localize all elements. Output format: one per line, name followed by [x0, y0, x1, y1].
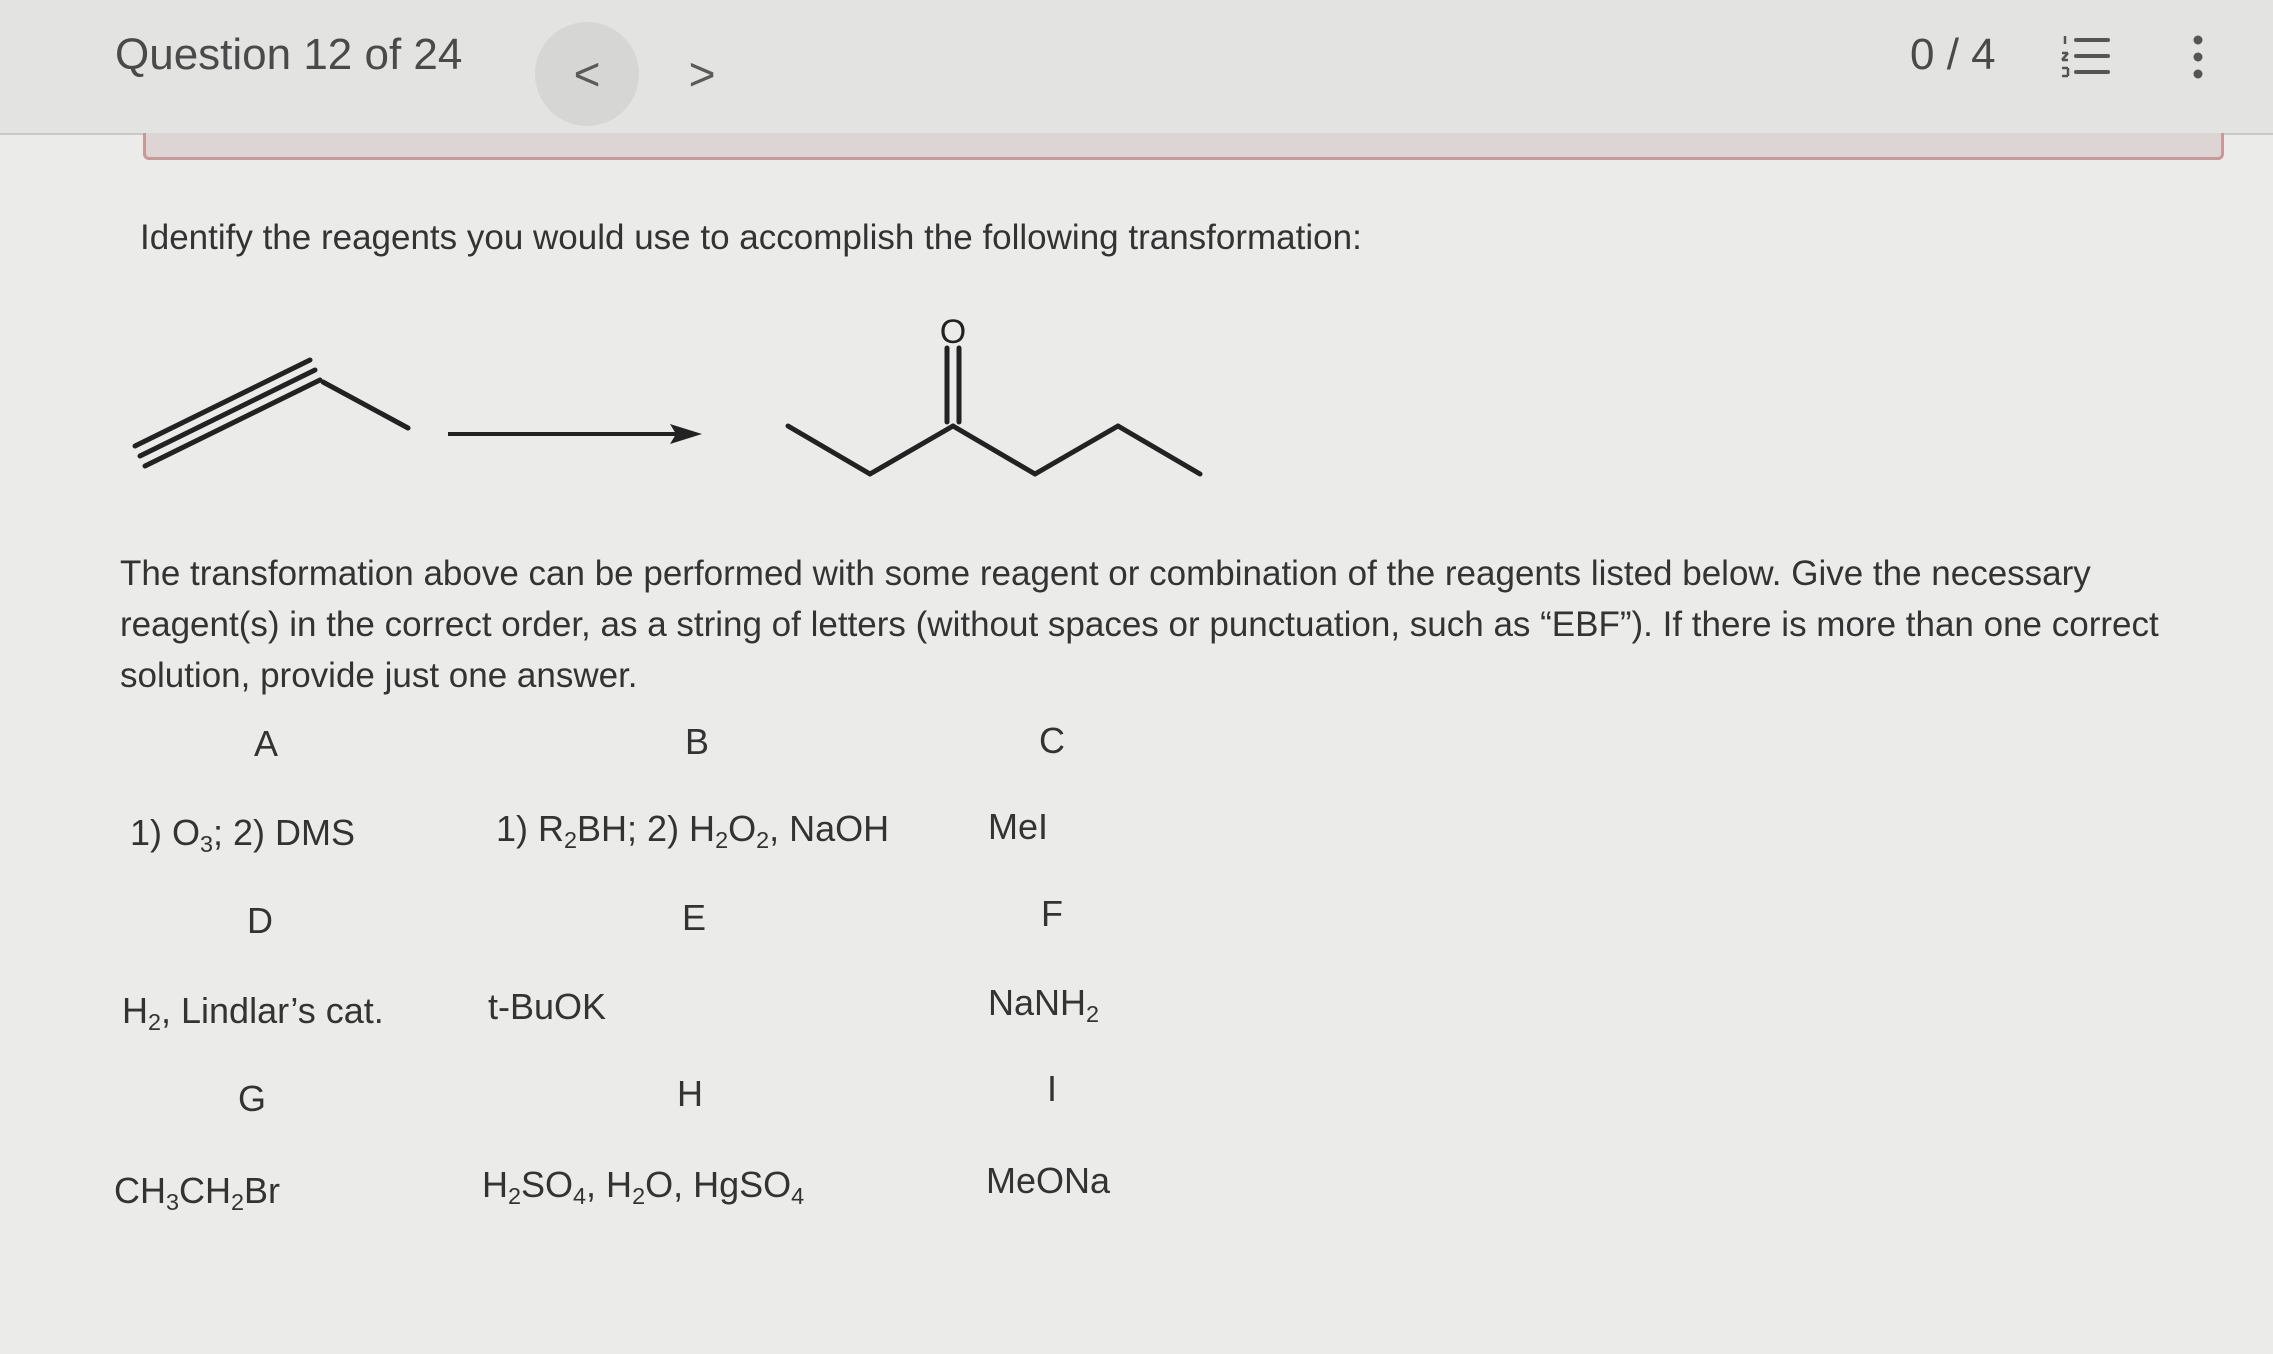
score-display: 0 / 4: [1910, 30, 1996, 79]
option-reagent-a: 1) $O_3$; 2) DMS: [130, 812, 356, 858]
more-vertical-icon[interactable]: [2178, 32, 2218, 82]
question-prompt: Identify the reagents you would use to accomplish the following transformation:: [140, 218, 1362, 257]
option-reagent-i: MeONa: [986, 1160, 1111, 1201]
reaction-scheme: [130, 300, 1230, 500]
oxygen-label: O: [939, 313, 967, 351]
reactant-alkyne: [135, 360, 408, 466]
option-letter-d: D: [247, 900, 273, 941]
option-reagent-c: MeI: [988, 806, 1049, 847]
option-reagent-e: t-BuOK: [488, 986, 607, 1027]
option-letter-h: H: [677, 1073, 703, 1114]
progress-bar: [143, 133, 2224, 160]
option-letter-e: E: [681, 897, 706, 938]
option-letter-a: A: [253, 723, 278, 764]
chevron-right-icon: >: [688, 48, 716, 100]
option-letter-i: I: [1046, 1068, 1057, 1109]
option-reagent-g: $CH_3CH_2Br$: [114, 1170, 281, 1216]
option-letter-c: C: [1039, 720, 1065, 761]
option-reagent-b: 1) $R_2BH$; 2) $H_2O_2$, NaOH: [496, 808, 890, 854]
option-reagent-d: $H_2$, Lindlar’s cat.: [122, 990, 384, 1036]
option-reagent-h: $H_2SO_4$, $H_2O$, HgSO$_4$: [482, 1164, 805, 1210]
option-letter-g: G: [237, 1078, 266, 1119]
question-counter: Question 12 of 24: [115, 30, 463, 79]
previous-question-button[interactable]: [535, 22, 639, 126]
option-letter-f: F: [1041, 893, 1063, 934]
list-icon[interactable]: [2060, 34, 2110, 78]
option-reagent-f: NaNH$_2$: [988, 982, 1100, 1028]
next-question-button[interactable]: [650, 22, 754, 126]
chevron-left-icon: <: [573, 48, 601, 100]
reaction-arrow: [448, 424, 702, 444]
top-bar: [0, 0, 2273, 135]
product-ketone: [788, 348, 1200, 474]
option-letter-b: B: [684, 721, 709, 762]
question-instructions: The transformation above can be performed with some reagent or combination of the reagents listed below. Give the necessary reagent(s) in the correct order, as a string of letters (without spaces or punctuation, such as “EBF”). If there is more than one correct solution, provide just one answer.: [120, 554, 2159, 695]
